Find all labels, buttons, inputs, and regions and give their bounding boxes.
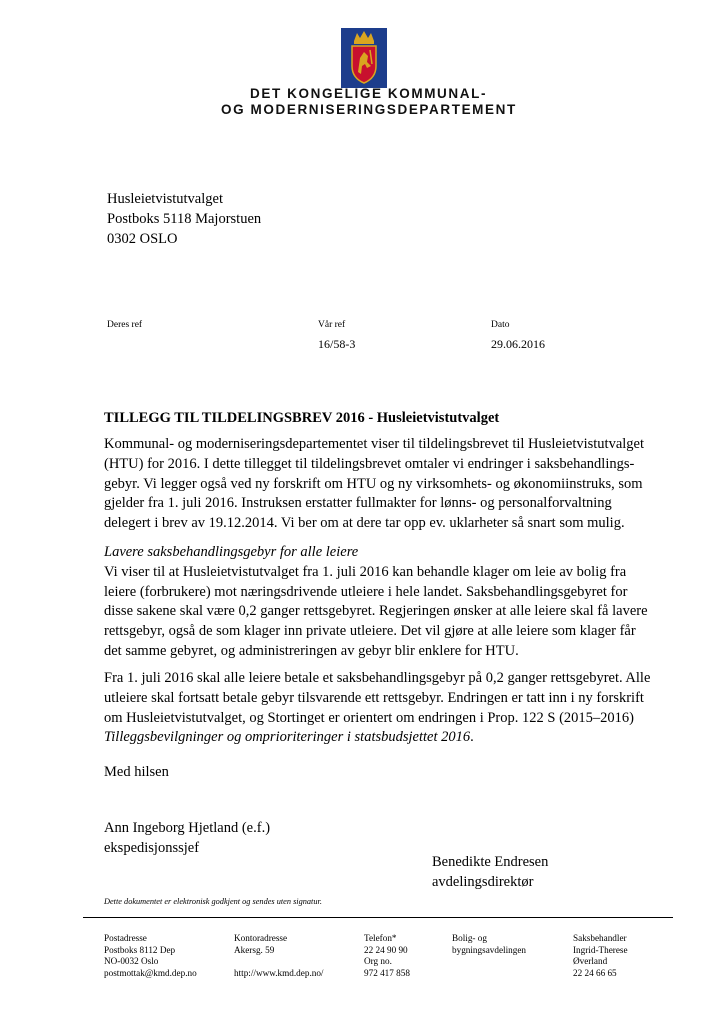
signer1-block <box>104 818 270 858</box>
section-heading: Lavere saksbehandlingsgebyr for alle leiere <box>104 544 359 560</box>
dato-label: Dato <box>491 320 510 330</box>
signer2-title: avdelingsdirektør <box>432 874 534 890</box>
footer-line: 22 24 90 90 <box>364 944 408 955</box>
text-line: gjelder fra 1. juli 2016. Instruksen erstatter fullmakter for lønns- og personalforvaltning <box>104 495 612 512</box>
closing-greeting: Med hilsen <box>104 764 169 780</box>
footer-line: Ingrid-Therese <box>573 944 628 955</box>
electronic-approval-note: Dette dokumentet er elektronisk godkjent og sendes uten signatur. <box>104 897 322 906</box>
footer-line: Øverland <box>573 956 608 967</box>
coat-of-arms-logo <box>341 28 387 88</box>
footer-avdeling <box>452 933 526 956</box>
text-line: Fra 1. juli 2016 skal alle leiere betale et saksbehandlingsgebyr på 0,2 ganger rettsgebyret. Alle <box>104 670 651 686</box>
text-line: delegert i brev av 19.12.2014. Vi ber om at dere tar opp ev. uklarheter så snart som mulig. <box>104 515 625 532</box>
footer-line: Bolig- og <box>452 933 487 943</box>
text-line: om Husleietvistutvalget, og Stortinget er orientert om endringen i Prop. 122 S (2015–2016) <box>104 709 634 726</box>
text-line: Vi viser til at Husleietvistutvalget fra 1. juli 2016 kan behandle klager om leie av bolig fra <box>104 563 627 580</box>
footer-line: Postadresse <box>104 933 147 943</box>
recipient-address <box>107 189 261 249</box>
signer1-name: Ann Ingeborg Hjetland (e.f.) <box>104 820 271 836</box>
footer-divider <box>83 917 673 918</box>
proposition-title: Tilleggsbevilgninger og omprioriteringer i statsbudsjettet 2016 <box>104 729 471 746</box>
footer-line: Org no. <box>364 956 392 967</box>
footer-line: 22 24 66 65 <box>573 967 617 978</box>
text-line <box>104 728 664 748</box>
text-line: rettsgebyr, også de som klager inn private utleiere. Det vil gjøre at alle leiere som klager får <box>104 623 636 640</box>
recipient-line: 0302 OSLO <box>107 231 178 247</box>
footer-line: Saksbehandler <box>573 933 627 943</box>
footer-website-link[interactable]: http://www.kmd.dep.no/ <box>234 967 324 978</box>
footer-kontoradresse <box>234 933 324 979</box>
section-paragraph <box>104 543 664 662</box>
letter-title: TILLEGG TIL TILDELINGSBREV 2016 - Husleietvistutvalget <box>104 410 500 426</box>
text-line: Kommunal- og moderniseringsdepartementet viser til tildelingsbrevet til Husleietvistutvalget <box>104 436 645 452</box>
text-line: disse sakene skal være 0,2 ganger rettsgebyret. Regjeringen ønsker at alle leiere skal få lavere <box>104 603 648 620</box>
signer2-name: Benedikte Endresen <box>432 854 549 870</box>
footer-line: bygningsavdelingen <box>452 944 526 955</box>
department-name-line1: DET KONGELIGE KOMMUNAL- <box>250 86 488 101</box>
second-paragraph <box>104 669 664 748</box>
signer2-block <box>432 852 548 892</box>
footer-line: Postboks 8112 Dep <box>104 944 176 955</box>
footer-line: Kontoradresse <box>234 933 288 943</box>
department-name-line2: OG MODERNISERINGSDEPARTEMENT <box>221 102 517 117</box>
dato-value: 29.06.2016 <box>491 337 545 351</box>
footer-line: Akersg. 59 <box>234 944 275 955</box>
footer-postadresse <box>104 933 197 979</box>
coat-of-arms-icon <box>341 28 387 88</box>
recipient-line: Husleietvistutvalget <box>107 191 223 207</box>
text-line: (HTU) for 2016. I dette tillegget til tildelingsbrevet omtaler vi endringer i saksbehandlings- <box>104 455 635 472</box>
intro-paragraph <box>104 435 664 534</box>
footer-telefon <box>364 933 410 979</box>
text-line: gebyr. Vi legger også ved ny forskrift om HTU og ny virksomhets- og økonomiinstruks, som <box>104 475 643 492</box>
text-line: utleiere skal fortsatt betale gebyr tilsvarende ett rettsgebyr. Endringen er tatt inn i ny forskrift <box>104 689 644 706</box>
footer-email-link[interactable]: postmottak@kmd.dep.no <box>104 967 197 978</box>
footer-line: NO-0032 Oslo <box>104 956 159 967</box>
footer-line: 972 417 858 <box>364 967 410 978</box>
footer-saksbehandler <box>573 933 628 979</box>
var-ref-value: 16/58-3 <box>318 337 356 351</box>
var-ref-label: Vår ref <box>318 320 346 330</box>
signer1-title: ekspedisjonssjef <box>104 840 200 856</box>
recipient-line: Postboks 5118 Majorstuen <box>107 211 262 227</box>
text-line: leiere (forbrukere) mot næringsdrivende utleiere i hele landet. Saksbehandlingsgebyret for <box>104 583 628 600</box>
footer-line <box>234 956 324 968</box>
deres-ref-label: Deres ref <box>107 320 143 330</box>
footer-line: Telefon* <box>364 933 397 943</box>
sentence-end: . <box>470 729 474 746</box>
text-line: det samme gebyret, og administreringen av gebyr blir enklere for HTU. <box>104 642 519 659</box>
